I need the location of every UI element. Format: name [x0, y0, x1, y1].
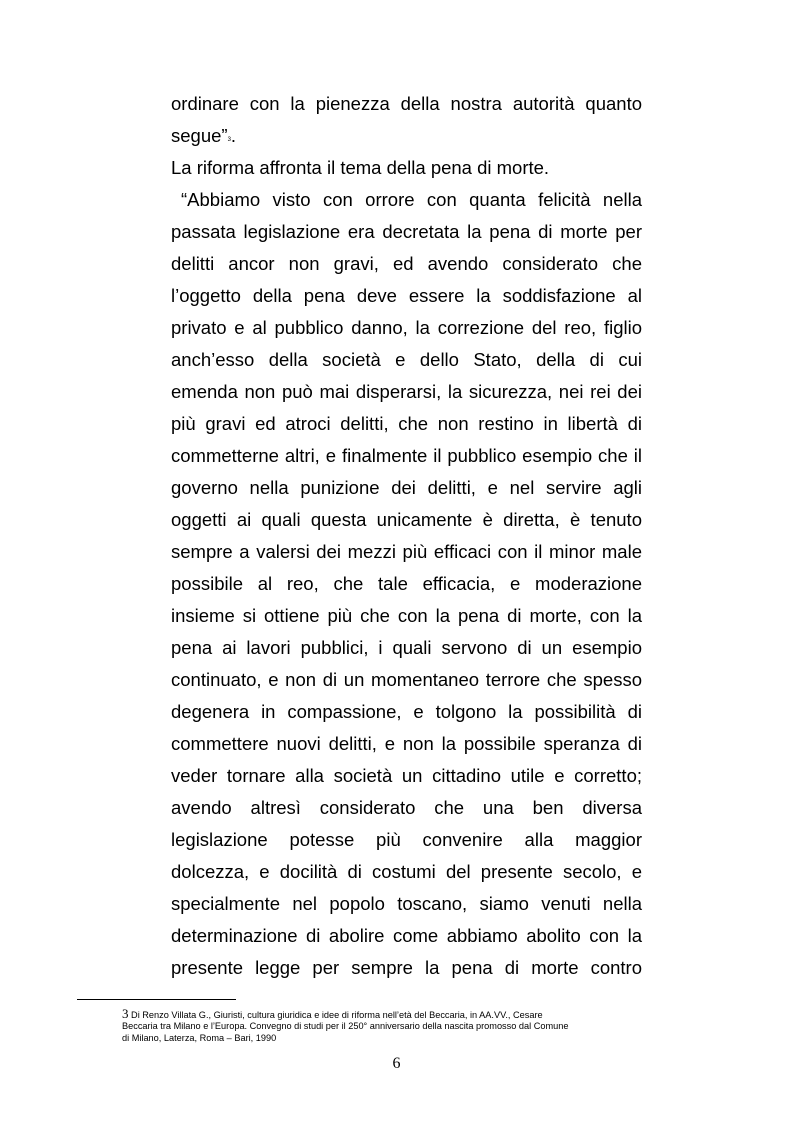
body-text [171, 88, 642, 984]
text-line: commettere nuovi delitti, e non la possibile speranza di [171, 733, 642, 754]
footnote-separator [77, 999, 236, 1000]
text-line-with-footnote-ref [171, 120, 642, 152]
page-number: 6 [392, 1055, 401, 1072]
text-line: emenda non può mai disperarsi, la sicurezza, nei rei dei [171, 381, 642, 402]
text-line: “Abbiamo visto con orrore con quanta felicità nella [181, 189, 642, 210]
footnote [122, 1008, 642, 1044]
text-line: oggetti ai quali questa unicamente è diretta, è tenuto [171, 509, 642, 530]
text-line: ordinare con la pienezza della nostra autorità quanto [171, 93, 642, 114]
text-line: pena ai lavori pubblici, i quali servono di un esempio [171, 637, 642, 658]
text-line: degenera in compassione, e tolgono la possibilità di [171, 701, 642, 722]
text-line: sempre a valersi dei mezzi più efficaci con il minor male [171, 541, 642, 562]
text-line: commetterne altri, e finalmente il pubblico esempio che il [171, 445, 642, 466]
text-line: privato e al pubblico danno, la correzione del reo, figlio [171, 317, 642, 338]
text-line: delitti ancor non gravi, ed avendo considerato che [171, 253, 642, 274]
text-line: avendo altresì considerato che una ben diversa [171, 797, 642, 818]
text-line: determinazione di abolire come abbiamo abolito con la [171, 925, 642, 946]
footnote-number: 3 [122, 1006, 129, 1021]
footnote-line: di Milano, Laterza, Roma – Bari, 1990 [122, 1033, 277, 1043]
text-line: dolcezza, e docilità di costumi del presente secolo, e [171, 861, 642, 882]
text-line: continuato, e non di un momentaneo terrore che spesso [171, 669, 642, 690]
text-line: insieme si ottiene più che con la pena di morte, con la [171, 605, 642, 626]
footnote-line: Beccaria tra Milano e l’Europa. Convegno di studi per il 250° anniversario della nascita promosso dal Comune [122, 1021, 569, 1031]
footnote-text: Di Renzo Villata G., Giuristi, cultura giuridica e idee di riforma nell’età del Beccaria, in AA.VV., Cesare [128, 1010, 543, 1020]
text-line: governo nella punizione dei delitti, e nel servire agli [171, 477, 642, 498]
text-line: La riforma affronta il tema della pena di morte. [171, 157, 550, 178]
text-line: possibile al reo, che tale efficacia, e moderazione [171, 573, 642, 594]
footnote-reference-suffix: . [230, 125, 237, 146]
text-line: l’oggetto della pena deve essere la soddisfazione al [171, 285, 642, 306]
text-line: anch’esso della società e dello Stato, della di cui [171, 349, 642, 370]
footnote-line [122, 1008, 642, 1020]
text-line: passata legislazione era decretata la pena di morte per [171, 221, 642, 242]
text-line: legislazione potesse più convenire alla maggior [171, 829, 642, 850]
text-line-content: segue” [171, 125, 228, 146]
text-line: specialmente nel popolo toscano, siamo venuti nella [171, 893, 642, 914]
text-line: presente legge per sempre la pena di morte contro [171, 957, 642, 978]
text-line: veder tornare alla società un cittadino utile e corretto; [171, 765, 642, 786]
footnote-reference[interactable]: 3 [227, 137, 231, 143]
text-line: più gravi ed atroci delitti, che non restino in libertà di [171, 413, 642, 434]
